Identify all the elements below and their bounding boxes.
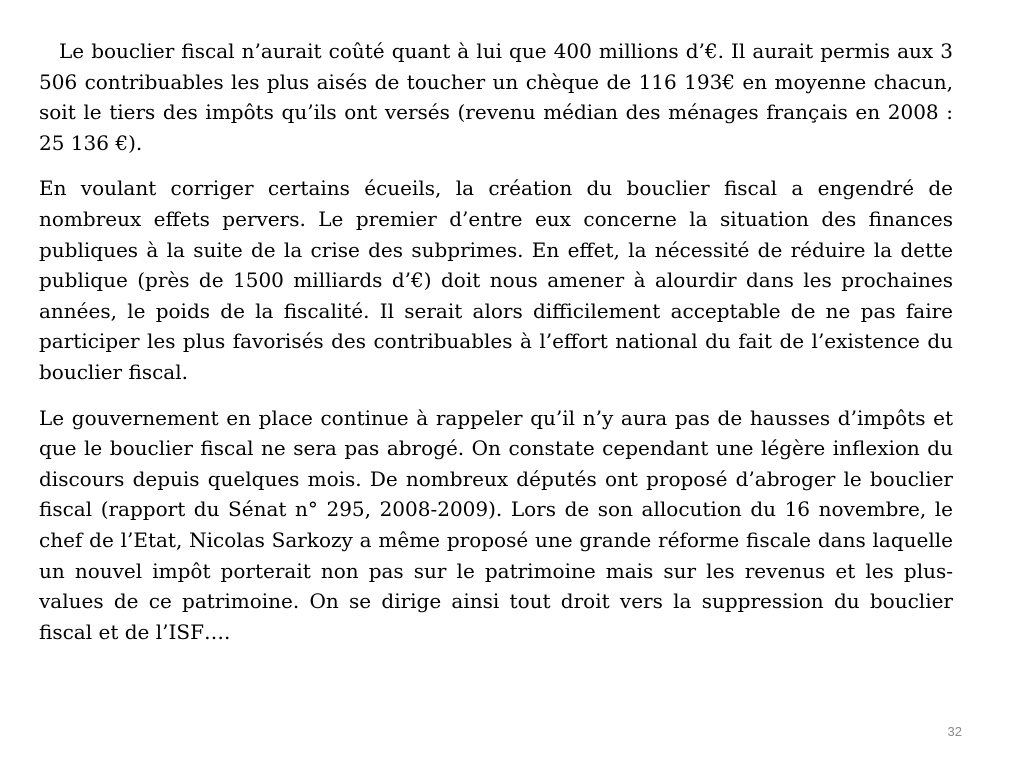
paragraph-gouvernement: Le gouvernement en place continue à rappeler qu’il n’y aura pas de hausses d’impôts et que le bouclier fiscal ne sera pas abrogé. On constate cependant une légère inflexion du discours depuis quelques mois. De nombreux députés ont proposé d’abroger le bouclier fiscal (rapport du Sénat n° 295, 2008-2009). Lors de son allocution du 16 novembre, le chef de l’Etat, Nicolas Sarkozy a même proposé une grande réforme fiscale dans laquelle un nouvel impôt porterait non pas sur le patrimoine mais sur les revenus et les plus-values de ce patrimoine. On se dirige ainsi tout droit vers la suppression du bouclier fiscal et de l’ISF…. [39,405,953,644]
paragraph-effets-pervers: En voulant corriger certains écueils, la création du bouclier fiscal a engendré de nombreux effets pervers. Le premier d’entre eux concerne la situation des finances publiques à la suite de la crise des subprimes. En effet, la nécessité de réduire la dette publique (près de 1500 milliards d’€) doit nous amener à alourdir dans les prochaines années, le poids de la fiscalité. Il serait alors difficilement acceptable de ne pas faire participer les plus favorisés des contribuables à l’effort national du fait de l’existence du bouclier fiscal. [39,176,953,384]
slide-body [39,36,953,647]
page-number: 32 [947,724,962,739]
paragraph-bouclier-cost: Le bouclier fiscal n’aurait coûté quant à lui que 400 millions d’€. Il aurait permis aux 3 506 contribuables les plus aisés de toucher un chèque de 116 193€ en moyenne chacun, soit le tiers des impôts qu’ils ont versés (revenu médian des ménages français en 2008 : 25 136 €). [39,39,953,155]
